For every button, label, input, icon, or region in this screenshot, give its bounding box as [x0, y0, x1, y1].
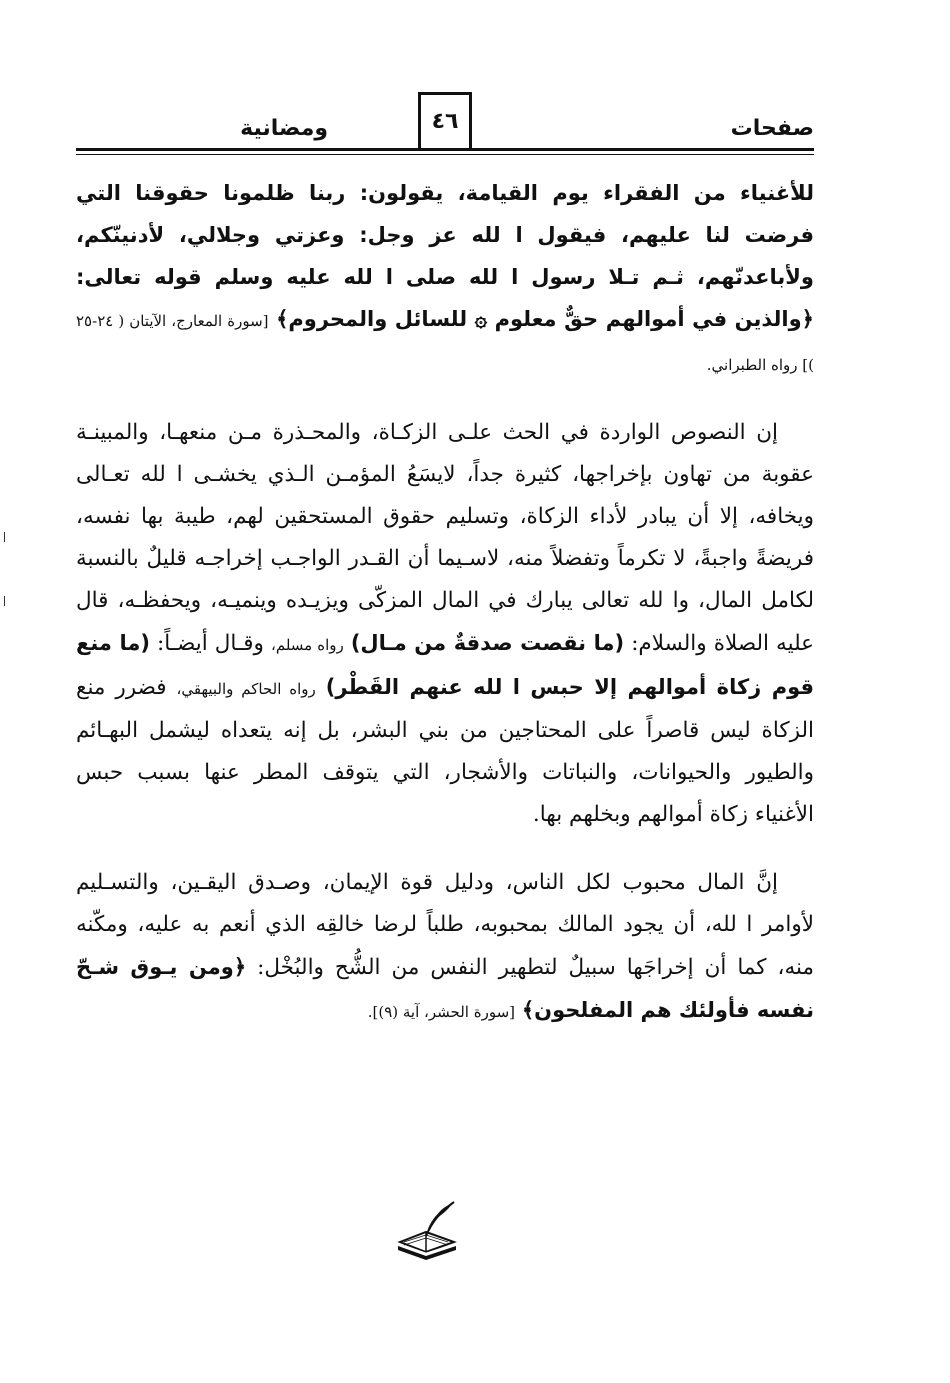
hadith-2: (ما منع قوم زكاة أموالهم إلا حبس ا لله عنهم القَطْر) [76, 631, 814, 699]
paragraph-2-part2: وقـال أيضـاً: [157, 631, 264, 656]
hadith-2-source: رواه الحاكم والبيهقي، [176, 680, 316, 698]
header-rule-thin [76, 154, 814, 155]
paragraph-2-part1: إن النصوص الواردة في الحث علـى الزكـاة، والمحـذرة مـن منعهـا، والمبينـة عقوبة من تهاون بإخراجها، كثيرة جداً، لايسَعُ المؤمـن الـذي يخشـى ا لله تعـالى ويخافه، إلا أن يبادر لأداء الزكاة، وتسليم حقوق المستحقين لهم، طيبة بها نفسه، فريضةً واجبةً، لا تكرماً وتفضلاً منه، لاسـيما أن القـدر الواجـب إخراجـه قليلٌ بالنسبة لكامل المال، وا لله تعالى يبارك في المال المزكّى ويزيـده وينميـه، ويحفظـه، قال عليه الصلاة والسلام: [76, 420, 815, 656]
page-header [76, 92, 814, 152]
header-right-title: صفحات [730, 116, 814, 141]
hadith-1-source: رواه مسلم، [271, 636, 344, 654]
page-number: ٤٦ [418, 92, 472, 148]
paragraph-3 [76, 862, 814, 1033]
hadith-1: (ما نقصت صدقةٌ من مـال) [350, 631, 625, 655]
quran-verse: ﴿ومن يـوق شـحّ نفسه فأولئك هم المفلحون﴾ [76, 955, 814, 1022]
header-left-title: ومضانية [240, 116, 328, 141]
quran-verse-citation: [سورة الحشر، آية (٩)]. [367, 1003, 515, 1021]
book-quill-ornament-icon [392, 1198, 462, 1260]
header-rule-thick [76, 148, 814, 151]
paragraph-1-text: للأغنياء من الفقراء يوم القيامة، يقولون: ربنا ظلمونا حقوقنا التي فرضت لنا عليهم، فيقول ا لله عز وجل: وعزتي وجلالي، لأدنينّكم، ولأباعدنّهم، ثـم تـلا رسول ا لله صلى ا لله عليه وسلم قوله تعالى: ﴿والذين في أموالهم حقٌّ معلوم ۞ للسائل والمحروم﴾ [76, 181, 814, 331]
paragraph-2-part3: فضرر منع الزكاة ليس قاصراً على المحتاجين من بني البشر، بل إنه يتعداه ليشمل البهـائم والطيور والحيوانات، والنباتات والأشجار، التي يتوقف المطر عنها بسبب حبس الأغنياء زكاة أموالهم وبخلهم بها. [76, 675, 814, 827]
paragraph-3-part1: إنَّ المال محبوب لكل الناس، ودليل قوة الإيمان، وصـدق اليقـين، والتسـليم لأوامر ا لله، أن يجود المالك بمحبوبه، طلباً لرضا خالقِه الذي أنعم به عليه، ومكّنه منه، كما أن إخراجَها سبيلٌ لتطهير النفس من الشُّح والبُخْل: [76, 870, 814, 980]
margin-mark [4, 532, 5, 542]
paragraph-2 [76, 412, 814, 836]
paragraph-1 [76, 172, 814, 386]
margin-mark [4, 596, 5, 606]
page-body [76, 172, 814, 1033]
paragraph-1-citation: [سورة المعارج، الآيتان ( ٢٤-٢٥ )] رواه الطبراني. [76, 312, 814, 374]
